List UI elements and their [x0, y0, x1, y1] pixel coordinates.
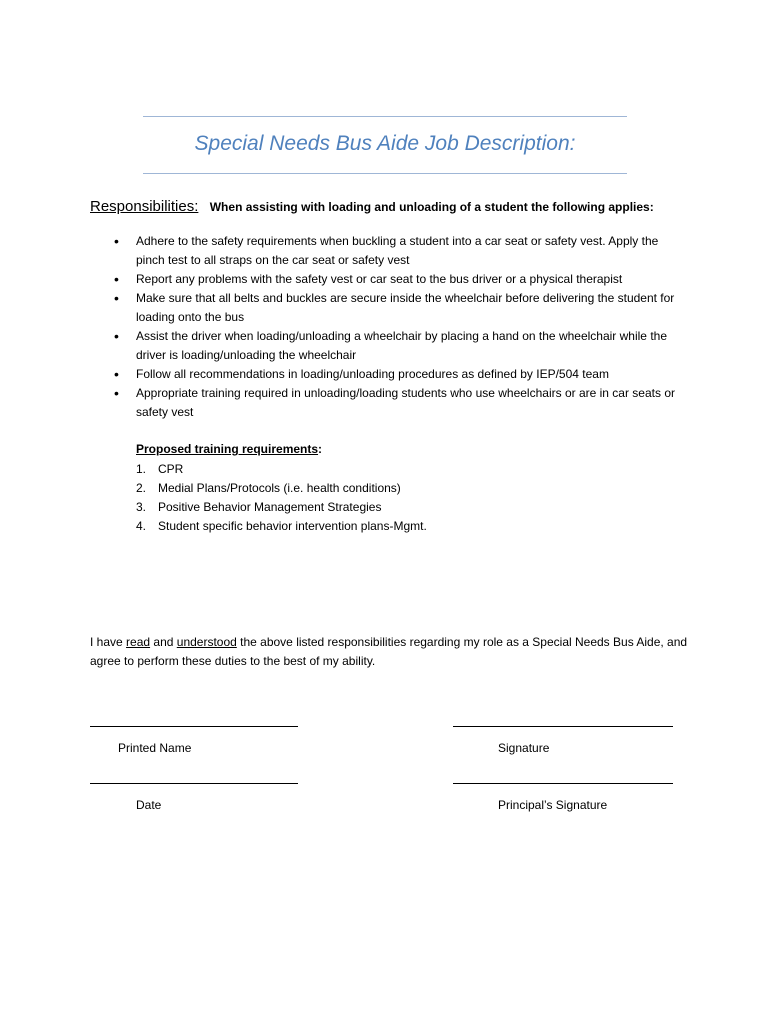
date-line[interactable] — [90, 783, 298, 784]
list-item — [136, 517, 427, 536]
responsibilities-label: Responsibilities: — [90, 198, 199, 215]
list-item — [136, 460, 427, 479]
ack-read: read — [126, 635, 151, 649]
list-text: Positive Behavior Management Strategies — [158, 500, 382, 514]
title-bottom-rule — [143, 173, 627, 174]
list-item — [136, 479, 427, 498]
acknowledgement-paragraph — [90, 633, 690, 671]
training-heading-colon: : — [318, 442, 323, 456]
training-heading — [136, 442, 322, 456]
document-title: Special Needs Bus Aide Job Description: — [194, 132, 576, 155]
list-item: • Assist the driver when loading/unloading a wheelchair by placing a hand on the wheelchair while the driver is loading/unloading the wheelchair — [110, 327, 680, 365]
ack-text-2: and — [150, 635, 177, 649]
responsibilities-note: When assisting with loading and unloading of a student the following applies: — [209, 200, 654, 214]
ack-text-1: I have — [90, 635, 127, 649]
list-text: CPR — [158, 462, 184, 476]
training-list — [136, 460, 427, 536]
signature-label: Signature — [498, 741, 550, 755]
list-number: 2. — [136, 481, 147, 495]
list-item: • Appropriate training required in unloading/loading students who use wheelchairs or are in car seats or safety vest — [110, 384, 680, 422]
ack-text-3: the above listed responsibilities regarding my role as a Special Needs Bus Aide, and agree to perform these duties to the best of my ability. — [90, 635, 688, 668]
responsibilities-header — [90, 198, 654, 215]
signature-line[interactable] — [453, 726, 673, 727]
title-top-rule — [143, 116, 627, 117]
principal-signature-line[interactable] — [453, 783, 673, 784]
list-item — [136, 498, 427, 517]
list-text: Student specific behavior intervention plans-Mgmt. — [158, 519, 427, 533]
list-item: • Adhere to the safety requirements when buckling a student into a car seat or safety vest. Apply the pinch test to all straps on the car seat or safety vest — [110, 232, 680, 270]
list-text: Medial Plans/Protocols (i.e. health conditions) — [158, 481, 401, 495]
list-number: 3. — [136, 500, 147, 514]
list-number: 4. — [136, 519, 147, 533]
list-item: • Follow all recommendations in loading/unloading procedures as defined by IEP/504 team — [110, 365, 680, 384]
principal-signature-label: Principal’s Signature — [498, 798, 608, 812]
ack-understood: understood — [176, 635, 237, 649]
training-heading-text: Proposed training requirements — [136, 442, 319, 456]
list-number: 1. — [136, 462, 147, 476]
list-item: • Make sure that all belts and buckles are secure inside the wheelchair before delivering the student for loading onto the bus — [110, 289, 680, 327]
list-item: • Report any problems with the safety vest or car seat to the bus driver or a physical therapist — [110, 270, 680, 289]
responsibility-list — [110, 232, 680, 422]
printed-name-label: Printed Name — [118, 741, 192, 755]
date-label: Date — [136, 798, 162, 812]
printed-name-line[interactable] — [90, 726, 298, 727]
